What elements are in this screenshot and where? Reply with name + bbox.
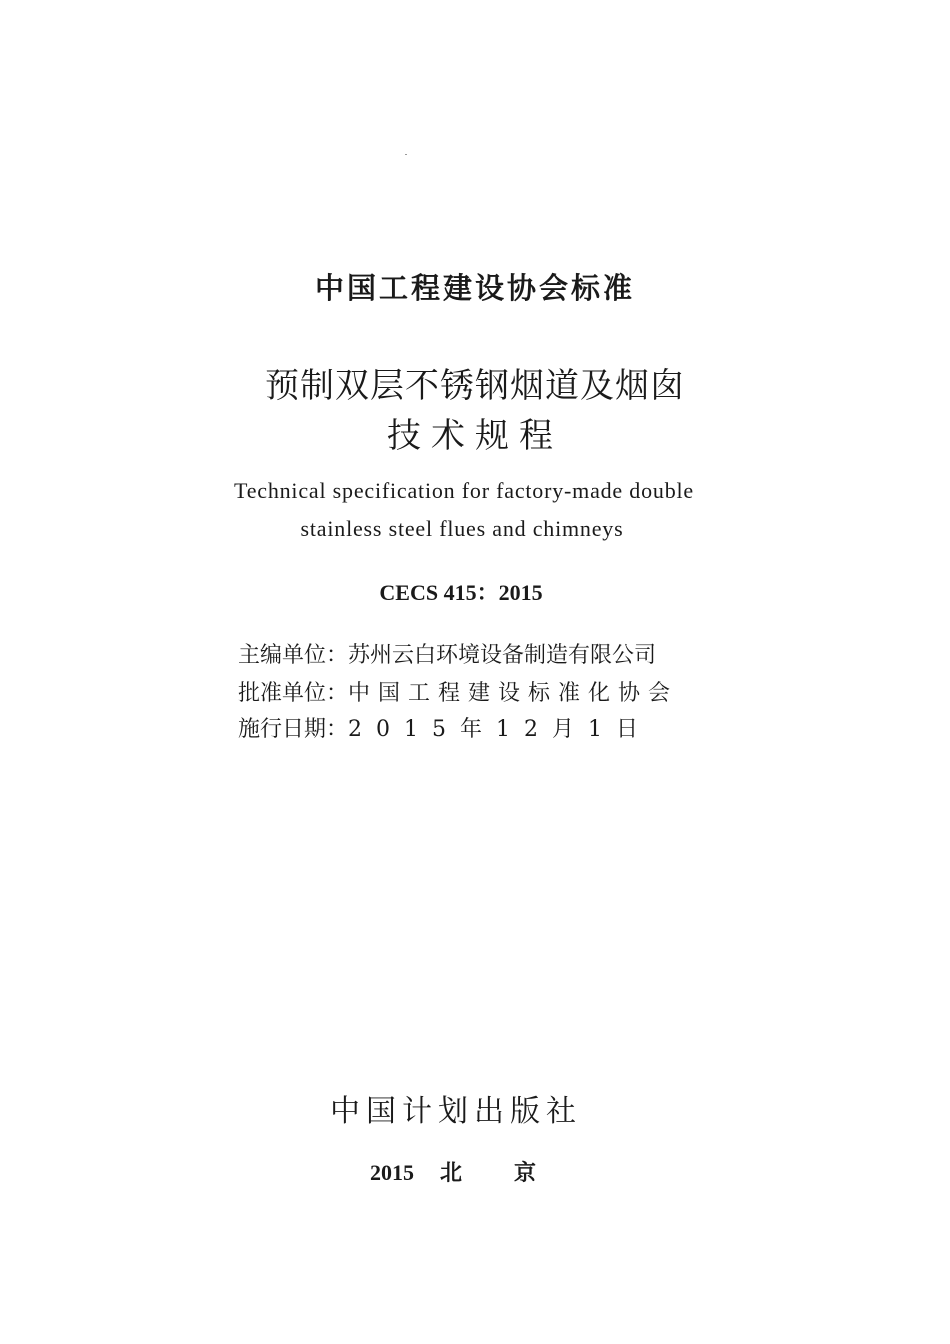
effective-date-label: 施行日期： (238, 717, 349, 742)
publication-city-char2: 京 (514, 1160, 537, 1185)
effective-date-value: 2015年12月1日 (348, 717, 652, 742)
standard-code: CECS 415：2015 (379, 580, 543, 605)
chief-editor-label: 主编单位： (238, 643, 349, 668)
publication-city-char1: 北 (440, 1160, 463, 1185)
scan-speck (405, 154, 407, 155)
english-title-line1: Technical specification for factory-made double (234, 478, 694, 503)
document-title-line1: 预制双层不锈钢烟道及烟囱 (265, 366, 685, 406)
series-title: 中国工程建设协会标准 (314, 271, 635, 305)
approver-label: 批准单位： (238, 681, 349, 706)
publication-line (370, 1156, 536, 1187)
effective-date-row (238, 712, 652, 743)
document-title-line2: 技术规程 (387, 416, 563, 456)
chief-editor-value: 苏州云白环境设备制造有限公司 (348, 643, 657, 668)
publication-year: 2015 (370, 1160, 414, 1185)
approver-value: 中国工程建设标准化协会 (348, 681, 679, 706)
publisher-name: 中国计划出版社 (330, 1094, 582, 1129)
approver-row (238, 676, 678, 707)
english-title-line2: stainless steel flues and chimneys (300, 516, 624, 541)
chief-editor-row (238, 638, 656, 669)
